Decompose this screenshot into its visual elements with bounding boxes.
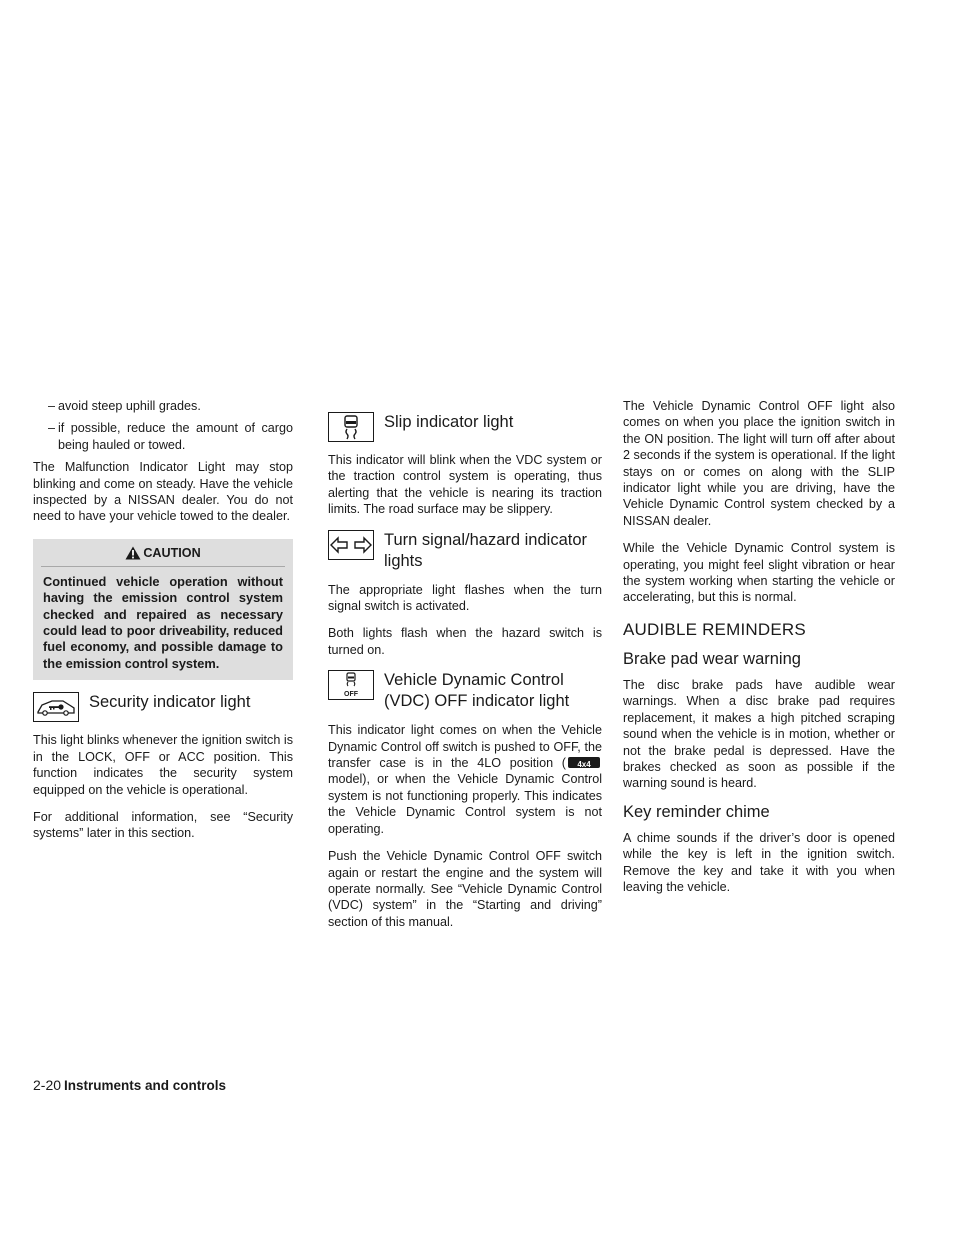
page-number: 2-20 xyxy=(33,1077,62,1093)
turn-signal-title: Turn signal/hazard indicator lights xyxy=(384,530,587,570)
security-heading xyxy=(33,692,293,722)
vdc-off-title: Vehicle Dynamic Control (VDC) OFF indicator light xyxy=(384,671,570,711)
security-car-key-icon xyxy=(33,692,79,722)
caution-label: CAUTION xyxy=(143,545,201,560)
caution-box xyxy=(33,539,293,680)
security-title: Security indicator light xyxy=(89,693,251,712)
slip-heading xyxy=(328,412,602,442)
turn-signal-arrows-icon xyxy=(328,530,374,560)
vdc-icon-off-label: OFF xyxy=(344,691,358,699)
column-middle xyxy=(328,398,602,941)
bullet-item: – avoid steep uphill grades. xyxy=(48,399,201,413)
vdc-off-heading xyxy=(328,670,602,712)
slip-indicator-icon xyxy=(328,412,374,442)
vdc-paragraph-1: This indicator light comes on when the Vehicle Dynamic Control off switch is pushed to OFF, the transfer case is in the 4LO position ( 4x4 model), or when the Vehicle Dynamic Control system is not functioning properly. This indicates the Vehicle Dynamic Control system is not operating. xyxy=(328,723,602,836)
section-title: Instruments and controls xyxy=(64,1078,227,1093)
brake-pad-heading: Brake pad wear warning xyxy=(623,649,801,668)
vdc-off-icon xyxy=(328,670,374,700)
vdc-paragraph-3: The Vehicle Dynamic Control OFF light also comes on when you place the ignition switch in the ON position. The light will turn off after about 2 seconds if the system is operational. If the light stays on or comes on along with the SLIP indicator light while you are driving, have the Vehicle Dynamic Control system checked by a NISSAN dealer. xyxy=(623,399,895,528)
vdc-paragraph-4: While the Vehicle Dynamic Control system is operating, you might feel slight vibration or hear the system working when starting the vehicle or accelerating, but this is normal. xyxy=(623,541,895,605)
brake-pad-paragraph: The disc brake pads have audible wear warnings. When a disc brake pad requires replacement, it makes a high pitched scraping sound when the vehicle is in motion, whether or not the brake pedal is depressed. Have the brakes checked as soon as possible if the warning sound is heard. xyxy=(623,677,895,791)
column-left xyxy=(33,398,293,853)
4x4-badge-icon xyxy=(568,757,600,768)
caution-text: Continued vehicle operation without having the emission control system checked and repaired as necessary could lead to poor driveability, reduced fuel economy, and possible damage to the emission control system. xyxy=(43,573,283,671)
bullet-item: – if possible, reduce the amount of cargo being hauled or towed. xyxy=(48,421,293,452)
turn-signal-paragraph-1: The appropriate light flashes when the turn signal switch is activated. xyxy=(328,582,602,614)
caution-header xyxy=(33,539,293,566)
turn-signal-paragraph-2: Both lights flash when the hazard switch is turned on. xyxy=(328,626,602,657)
slip-title: Slip indicator light xyxy=(384,413,514,431)
security-paragraph-2: For additional information, see “Security systems” later in this section. xyxy=(33,809,293,841)
svg-text:4x4: 4x4 xyxy=(577,760,591,770)
security-paragraph-1: This light blinks whenever the ignition switch is in the LOCK, OFF or ACC position. This function indicates the security system equipped on the vehicle is operational. xyxy=(33,733,293,797)
turn-signal-heading xyxy=(328,530,602,572)
vdc-paragraph-2: Push the Vehicle Dynamic Control OFF switch again or restart the engine and the system will operate normally. See “Vehicle Dynamic Control (VDC) system” in the “Starting and driving” section of this manual. xyxy=(328,849,602,929)
key-reminder-heading: Key reminder chime xyxy=(623,802,770,821)
warning-triangle-icon xyxy=(125,546,141,560)
key-reminder-paragraph: A chime sounds if the driver’s door is opened while the key is left in the ignition switch. Remove the key and take it with you when leaving the vehicle. xyxy=(623,830,895,894)
column-right xyxy=(623,398,895,906)
page-footer xyxy=(33,1077,226,1093)
slip-paragraph: This indicator will blink when the VDC system or the traction control system is operating, thus alerting that the vehicle is nearing its traction limits. The road surface may be slippery. xyxy=(328,453,602,517)
audible-reminders-heading: AUDIBLE REMINDERS xyxy=(623,619,806,639)
mil-paragraph: The Malfunction Indicator Light may stop blinking and come on steady. Have the vehicle inspected by a NISSAN dealer. You do not need to have your vehicle towed to the dealer. xyxy=(33,460,293,524)
